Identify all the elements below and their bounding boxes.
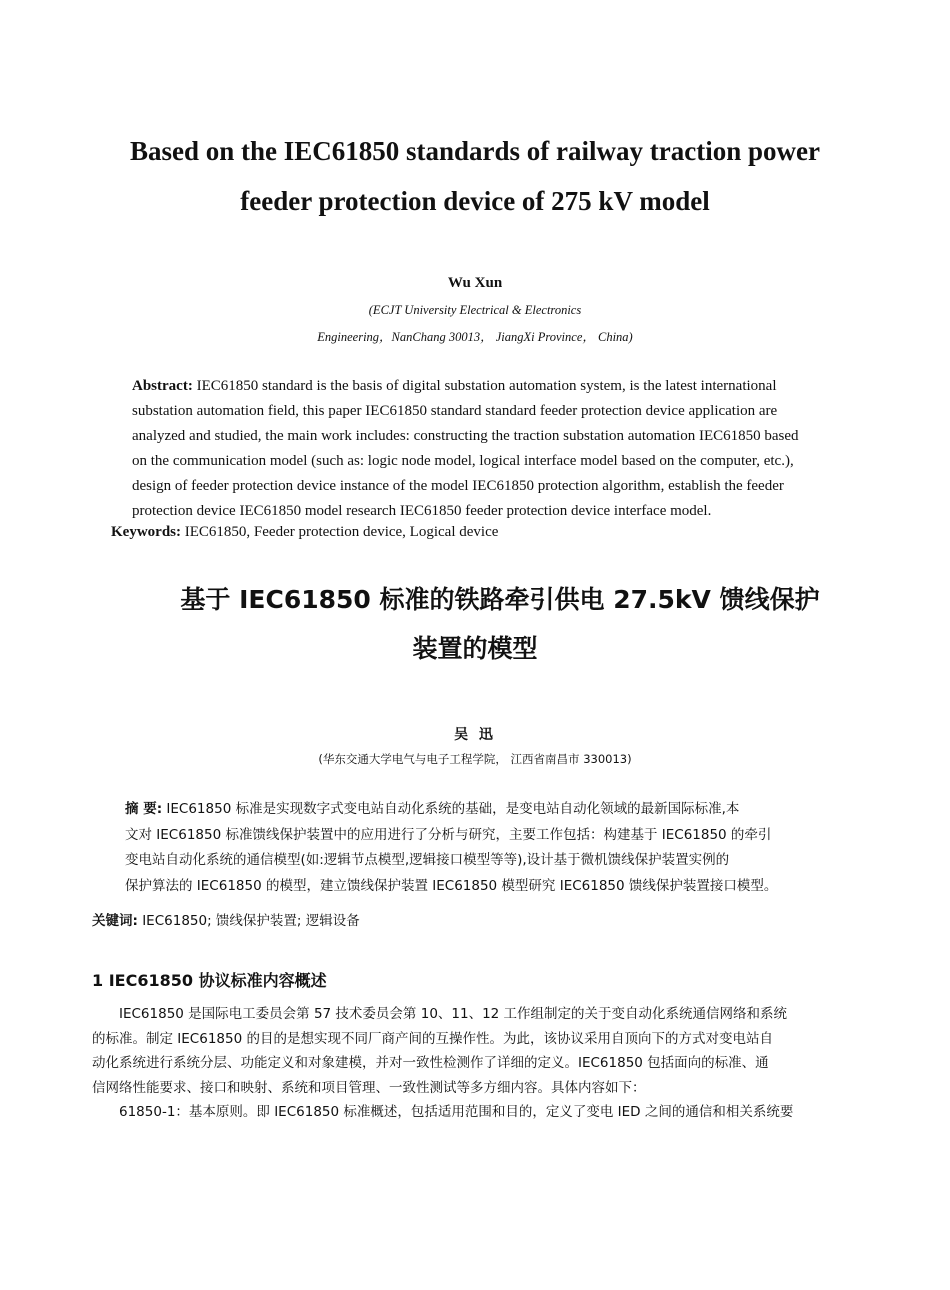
body-line: 信网络性能要求、接口和映射、系统和项目管理、一致性测试等多方细内容。具体内容如下： xyxy=(92,1079,646,1096)
english-abstract-line: analyzed and studied, the main work includes: constructing the traction substation automation IEC61850 based xyxy=(132,428,799,444)
chinese-abstract-line: 文对 IEC61850 标准馈线保护装置中的应用进行了分析与研究，主要工作包括：构建基于 IEC61850 的牵引 xyxy=(125,826,772,843)
chinese-keywords xyxy=(92,909,360,929)
english-affiliation-line-2: Engineering，NanChang 30013， JiangXi Province， China) xyxy=(317,330,633,344)
chinese-abstract-label: 摘 要: xyxy=(125,801,163,817)
abstract-label: Abstract: xyxy=(132,378,193,394)
chinese-affiliation: (华东交通大学电气与电子工程学院， 江西省南昌市 330013) xyxy=(318,752,632,766)
section-body xyxy=(92,1002,864,1125)
chinese-title xyxy=(0,575,950,673)
body-line: 动化系统进行系统分层、功能定义和对象建模，并对一致性检测作了详细的定义。IEC61850 包括面向的标准、通 xyxy=(92,1055,769,1071)
english-abstract-line: design of feeder protection device instance of the model IEC61850 protection algorithm, establish the feeder xyxy=(132,478,784,494)
chinese-abstract-line: 保护算法的 IEC61850 的模型，建立馈线保护装置 IEC61850 模型研究 IEC61850 馈线保护装置接口模型。 xyxy=(125,877,778,894)
chinese-abstract xyxy=(125,797,865,899)
chinese-title-line-1: 基于 IEC61850 标准的铁路牵引供电 27.5kV 馈线保护 xyxy=(180,585,820,614)
english-abstract-line: on the communication model (such as: logic node model, logical interface model based on the computer, etc.), xyxy=(132,453,794,469)
english-title-line-2: feeder protection device of 275 kV model xyxy=(240,186,710,216)
keywords-text: IEC61850, Feeder protection device, Logical device xyxy=(181,524,499,540)
body-line: IEC61850 是国际电工委员会第 57 技术委员会第 10、11、12 工作组制定的关于变自动化系统通信网络和系统 xyxy=(92,1006,788,1022)
english-abstract xyxy=(132,374,852,524)
english-author: Wu Xun xyxy=(447,275,503,291)
chinese-keywords-text: IEC61850; 馈线保护装置; 逻辑设备 xyxy=(137,913,360,929)
chinese-keywords-label: 关键词: xyxy=(92,913,138,929)
english-keywords xyxy=(111,524,498,541)
english-abstract-line: Abstract: IEC61850 standard is the basis of digital substation automation system, is the latest international xyxy=(132,378,777,394)
english-title-line-1: Based on the IEC61850 standards of railway traction power xyxy=(129,136,820,166)
english-affiliation-line-1: (ECJT University Electrical & Electronics xyxy=(368,303,582,317)
keywords-label: Keywords: xyxy=(111,524,181,540)
english-abstract-line: protection device IEC61850 model research IEC61850 feeder protection device interface model. xyxy=(132,503,712,519)
chinese-abstract-line: 变电站自动化系统的通信模型(如:逻辑节点模型,逻辑接口模型等等),设计基于微机馈线保护装置实例的 xyxy=(125,852,730,868)
chinese-abstract-line: 摘 要: IEC61850 标准是实现数字式变电站自动化系统的基础，是变电站自动化领域的最新国际标准,本 xyxy=(125,801,740,817)
section-heading: 1 IEC61850 协议标准内容概述 xyxy=(92,971,327,990)
english-title xyxy=(0,126,950,226)
chinese-author: 吴 迅 xyxy=(454,727,496,743)
body-line: 61850-1：基本原则。即 IEC61850 标准概述，包括适用范围和目的，定义了变电 IED 之间的通信和相关系统要 xyxy=(92,1104,794,1120)
english-abstract-line: substation automation field, this paper IEC61850 standard standard feeder protection device application are xyxy=(132,403,778,419)
body-line: 的标准。制定 IEC61850 的目的是想实现不同厂商产间的互操作性。为此，该协议采用自顶向下的方式对变电站自 xyxy=(92,1030,773,1047)
chinese-title-line-2: 装置的模型 xyxy=(412,634,538,663)
